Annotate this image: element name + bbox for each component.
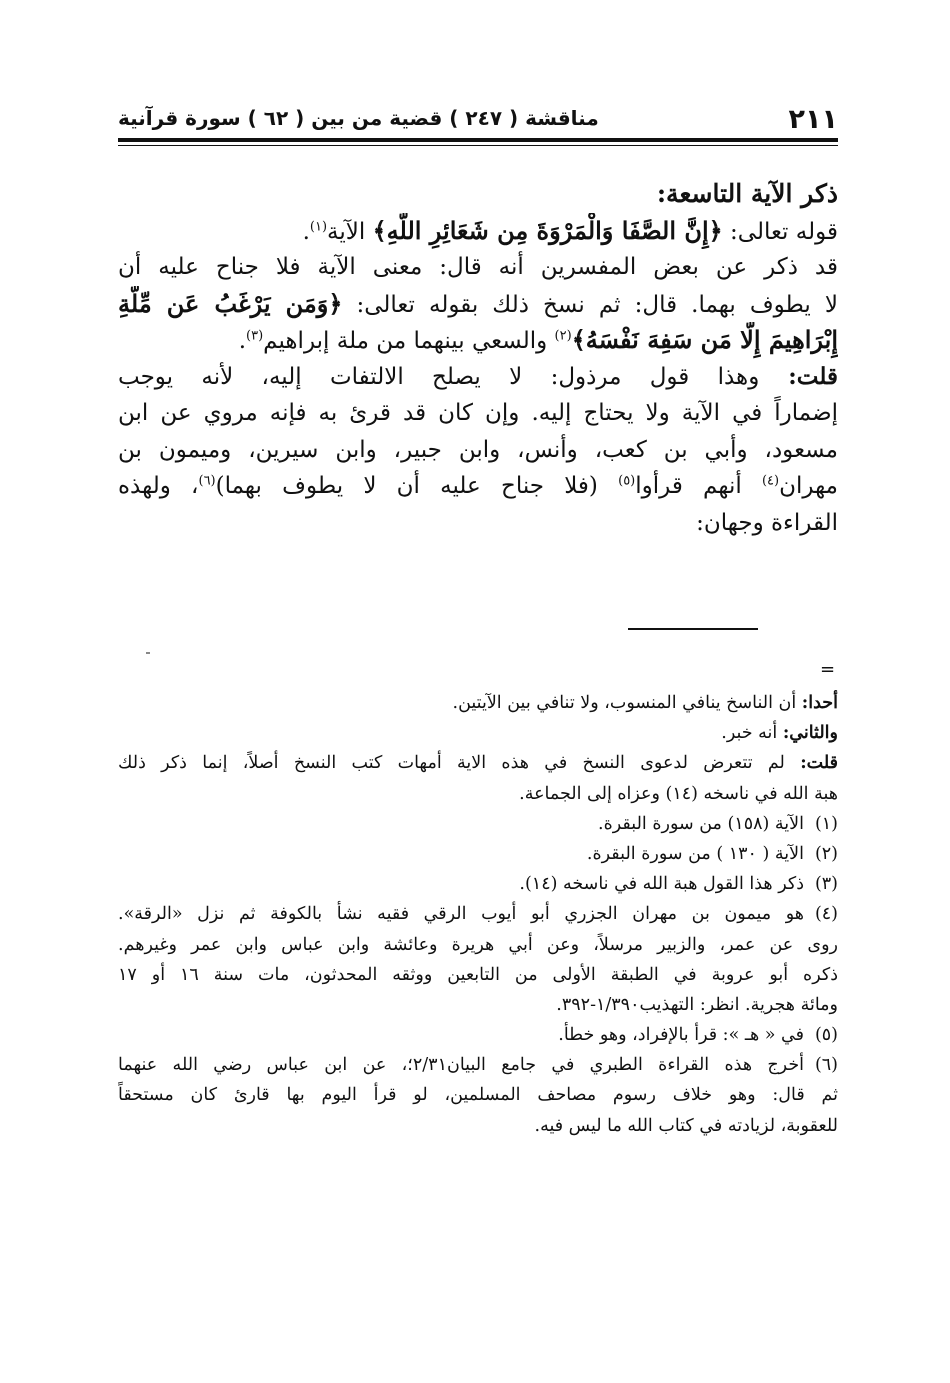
footnote-text: أخرج هذه القراءة الطبري في جامع البيان٢/٣١؛، عن ابن عباس رضي الله عنهما (118, 1055, 804, 1076)
section-heading: ذكر الآية التاسعة: (656, 179, 838, 208)
footnote-number: (٢) (814, 843, 838, 864)
text-line (118, 286, 838, 323)
footnote-item (118, 839, 838, 869)
footnote-item (118, 869, 838, 899)
footnote-text: ذكر هذا القول هبة الله في ناسخه (١٤). (519, 874, 804, 895)
main-text (118, 176, 838, 541)
line-text: وهذا قول مرذول: لا يصلح الالتفات إليه، لأنه يوجب (118, 363, 760, 390)
scan-speck (146, 652, 150, 654)
text-line: القراءة وجهان: (696, 509, 838, 536)
footnote-label: والثاني: (782, 723, 838, 744)
footnote-ref: (١) (309, 218, 328, 234)
footnote-text: الآية ( ١٣٠ ) من سورة البقرة. (586, 843, 804, 864)
footnote-item (118, 1020, 838, 1050)
footnote-line (118, 718, 838, 748)
footnote-number: (٣) (814, 874, 838, 895)
footnote-label: أحدا: (801, 693, 838, 713)
header-rule-thin (118, 145, 838, 146)
text-line (118, 468, 838, 505)
page-header (118, 98, 838, 134)
quran-verse: ﴿إِنَّ الصَّفَا وَالْمَرْوَةَ مِن شَعَائِرِ اللَّهِ﴾ (372, 215, 723, 245)
footnote-ref: (٦) (198, 473, 216, 489)
footnote-line: هبة الله في ناسخه (١٤) وعزاه إلى الجماعة. (519, 783, 838, 804)
footnote-text: الآية (١٥٨) من سورة البقرة. (598, 813, 804, 834)
line-text: ، ولهذه (118, 473, 199, 499)
footnote-line: روى عن عمر، والزبير مرسلاً، وعن أبي هريرة وعائشة وابن عباس وابن عمر وغيرهم. (118, 934, 838, 955)
continuation-mark: = (820, 659, 836, 680)
footnote-item (118, 899, 838, 929)
line-text: قوله تعالى: (722, 218, 838, 245)
text-line: إضماراً في الآية ولا يحتاج إليه. وإن كان قد قرئ به فإنه مروي عن ابن (118, 400, 838, 426)
footnote-number: (٦) (814, 1055, 838, 1076)
footnote-item (118, 809, 838, 839)
footnote-line: ثم قال: وهو خلاف رسوم مصاحف المسلمين، لو قرأ اليوم بها قارئ كان مستحقاً (118, 1085, 838, 1106)
line-text: الآية (327, 218, 373, 245)
running-title: مناقشة ( ٢٤٧ ) قضية من بين ( ٦٢ ) سورة قرآنية (118, 106, 599, 130)
footnote-text: أنه خبر. (721, 723, 783, 744)
footnote-text: في « هـ »: قرأ بالإفراد، وهو خطأ. (558, 1025, 804, 1046)
line-text: والسعي بينهما من ملة إبراهيم (263, 328, 555, 354)
footnote-divider (628, 628, 758, 630)
footnote-number: (١) (814, 813, 838, 834)
page-number: ٢١١ (788, 104, 838, 135)
header-rule-thick (118, 138, 838, 142)
footnote-ref: (٥) (618, 473, 636, 489)
text-line: قد ذكر عن بعض المفسرين أنه قال: معنى الآية فلا جناح عليه أن (118, 254, 838, 280)
footnote-line: ذكره أبو عروبة في الطبقة الأولى من التابعين ووثقه المحدثون، مات سنة ١٦ أو ١٧ (118, 964, 838, 985)
footnote-line: للعقوبة، لزيادته في كتاب الله ما ليس فيه. (534, 1115, 838, 1136)
footnote-text: هو ميمون بن مهران الجزري أبو أيوب الرقي فقيه نشأ بالكوفة ثم نزل «الرقة». (118, 904, 804, 925)
line-text: . (302, 218, 310, 245)
quran-verse: ﴿وَمَن يَرْغَبُ عَن مِّلَّةِ (118, 288, 343, 318)
line-text: أنهم قرأوا (635, 473, 762, 499)
text-line (118, 359, 838, 396)
footnote-number: (٤) (814, 904, 838, 925)
footnote-ref: (٣) (246, 328, 264, 344)
footnote-ref: (٤) (761, 473, 780, 489)
text-line (118, 213, 838, 250)
qultu-label: قلت: (759, 362, 838, 390)
line-text: (فلا جناح عليه أن لا يطوف بهما) (215, 473, 619, 499)
line-text: مهران (779, 473, 838, 499)
footnote-line (118, 688, 838, 718)
footnote-number: (٥) (814, 1025, 838, 1046)
line-text: لا يطوف بهما. قال: ثم نسخ ذلك بقوله تعالى: (342, 291, 838, 318)
text-line (118, 322, 838, 359)
footnote-ref: (٢) (554, 328, 572, 344)
footnotes (118, 688, 838, 1141)
footnote-text: لم تتعرض لدعوى النسخ في هذه الاية أمهات كتب النسخ أصلاً، إنما ذكر ذلك (118, 753, 801, 774)
footnote-line (118, 748, 838, 778)
footnote-line: ومائة هجرية. انظر: التهذيب١/٣٩٠-٣٩٢. (556, 994, 838, 1015)
footnote-text: أن الناسخ ينافي المنسوب، ولا تنافي بين الآيتين. (452, 693, 802, 713)
footnote-item (118, 1050, 838, 1080)
text-line: مسعود، وأبي بن كعب، وأنس، وابن جبير، وابن سيرين، وميمون بن (118, 436, 838, 463)
quran-verse: إِبْرَاهِيمَ إِلَّا مَن سَفِهَ نَفْسَهُ﴾ (571, 325, 838, 354)
line-text: . (238, 328, 247, 354)
footnote-label: قلت: (800, 753, 838, 774)
